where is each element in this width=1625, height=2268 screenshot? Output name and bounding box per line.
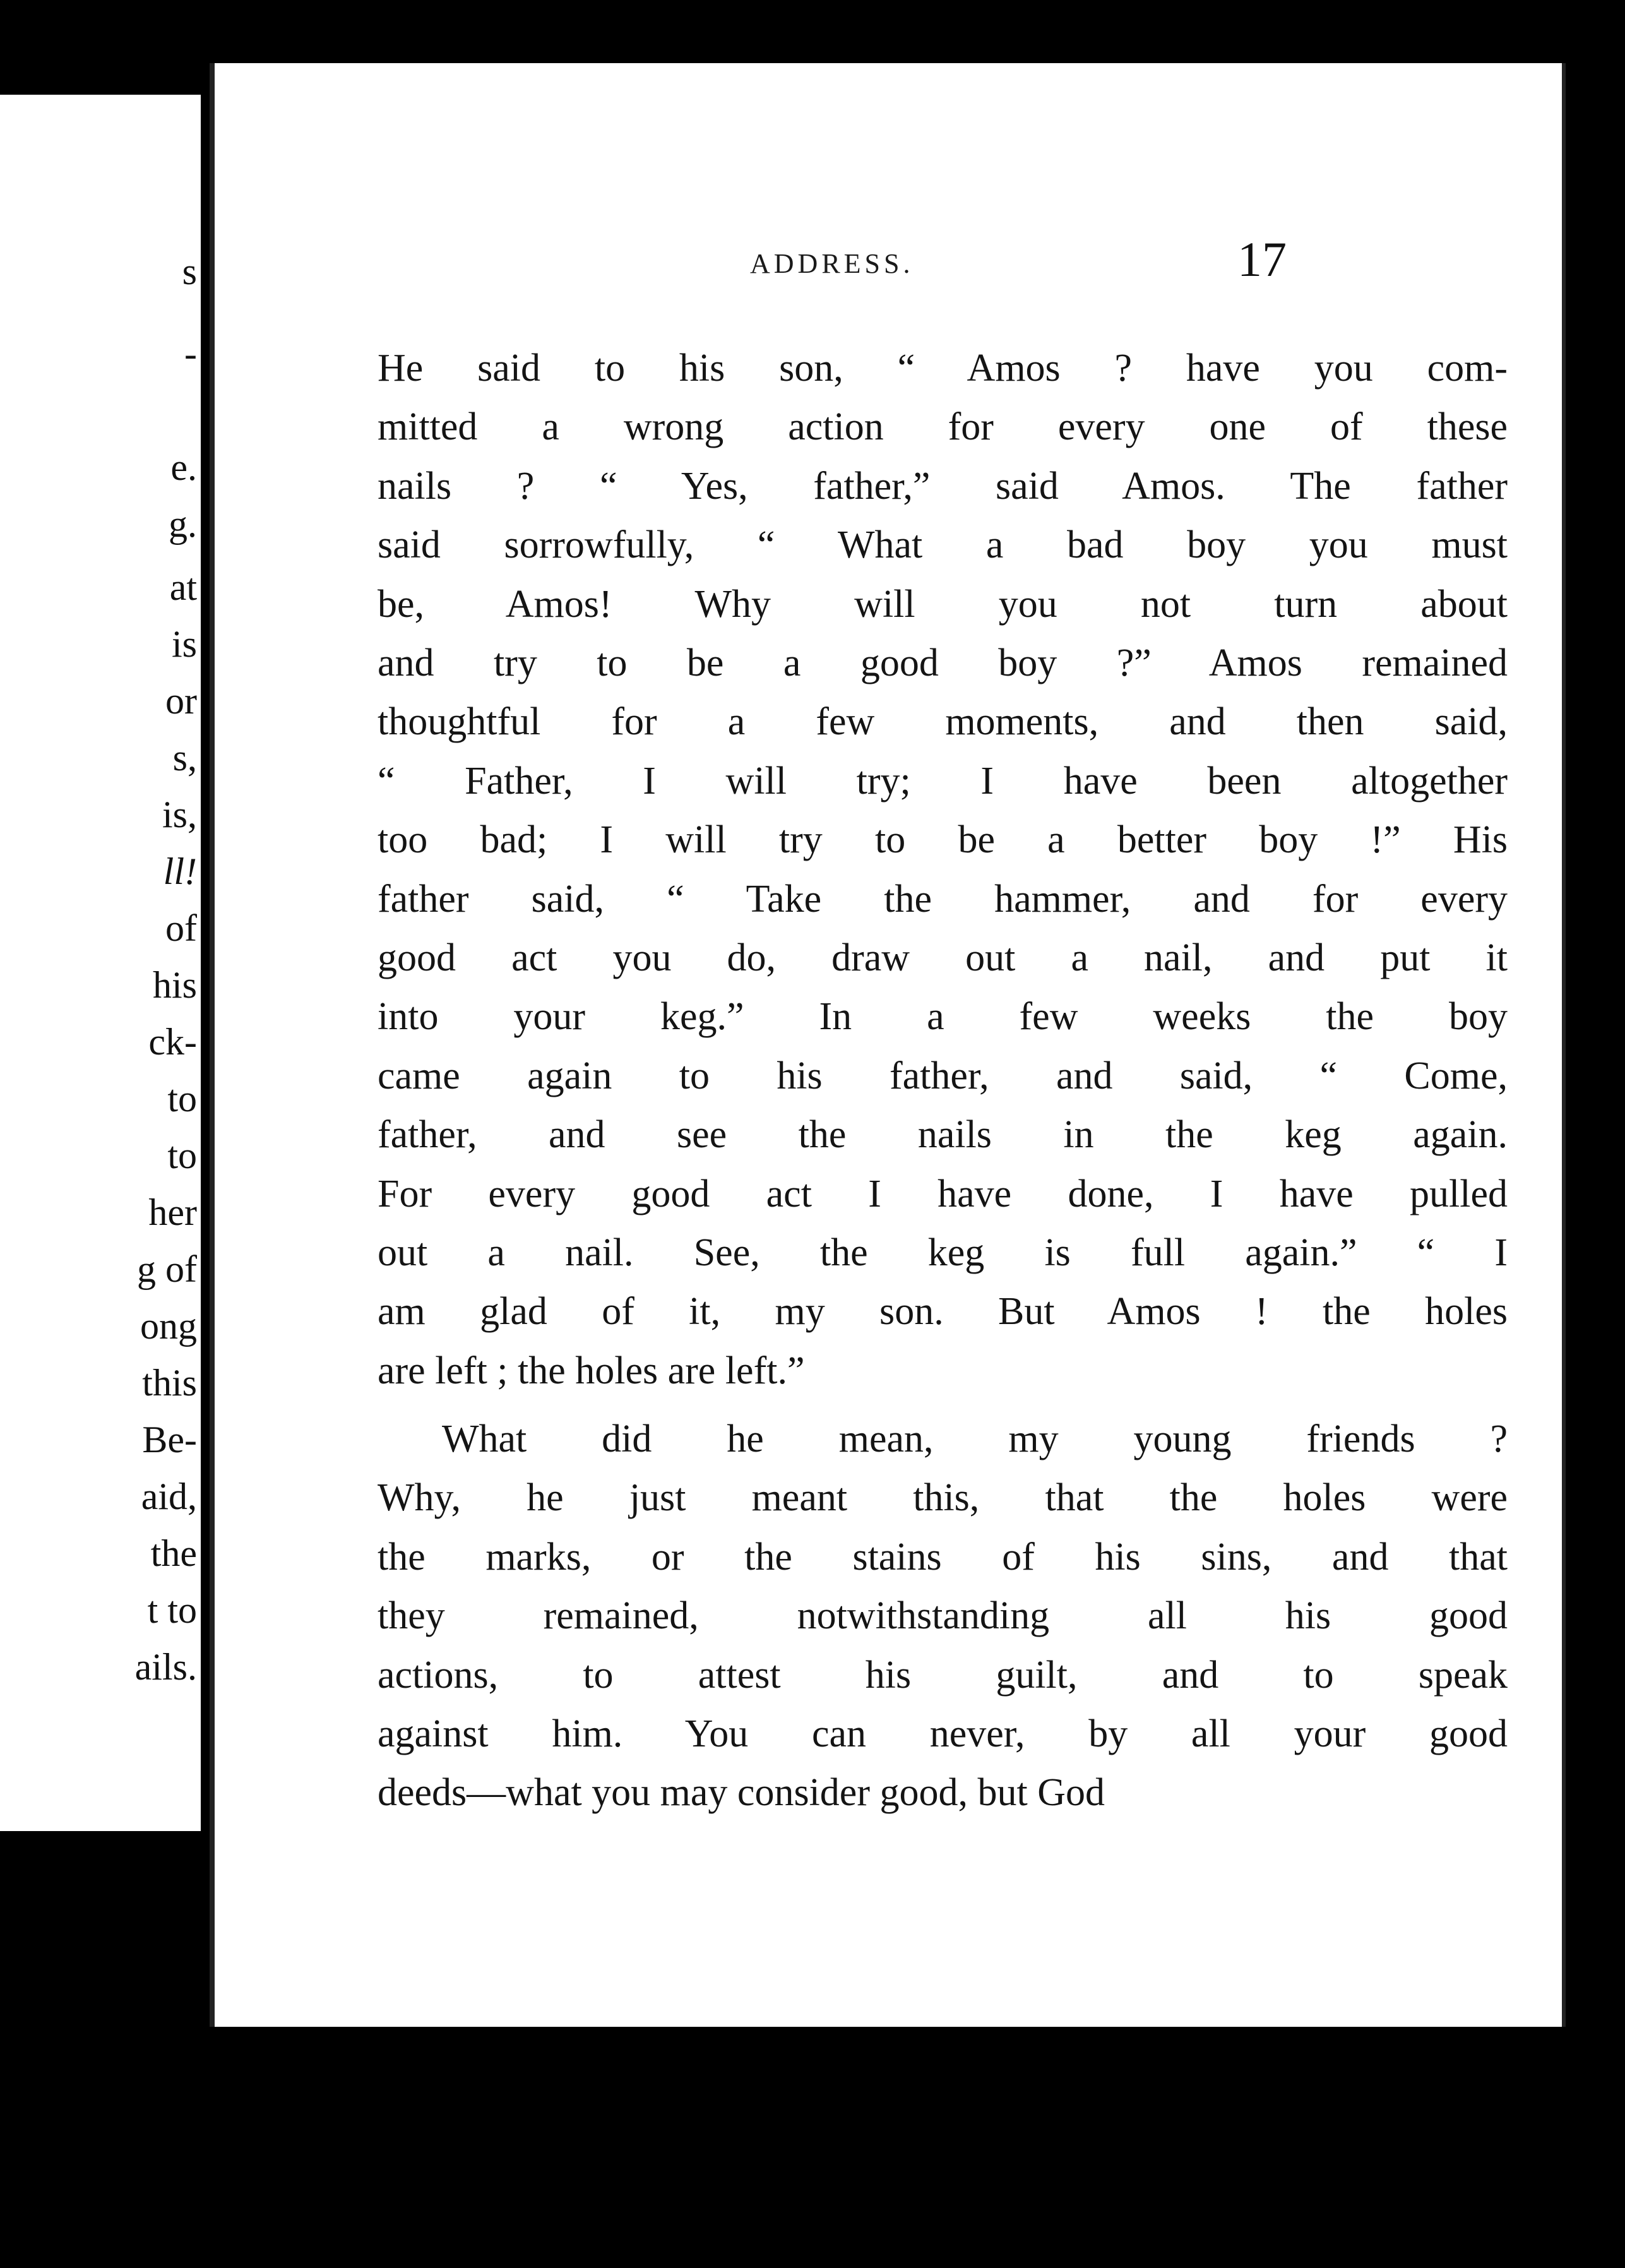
text-line: said sorrowfully, “ What a bad boy you must — [378, 523, 1508, 567]
facing-page-fragment: ck- — [148, 1021, 197, 1063]
facing-page-fragment: to — [167, 1078, 197, 1119]
text-line: out a nail. See, the keg is full again.” “ I — [378, 1231, 1508, 1274]
facing-page-fragment: of — [165, 907, 197, 949]
facing-page-fragment: s — [182, 251, 197, 292]
page-number: 17 — [1237, 232, 1287, 287]
facing-page-fragment: his — [152, 964, 197, 1006]
text-line: against him. You can never, by all your good — [378, 1712, 1508, 1755]
facing-page-fragment: t to — [147, 1589, 197, 1631]
text-line: actions, to attest his guilt, and to speak — [378, 1653, 1508, 1697]
text-line: Why, he just meant this, that the holes were — [378, 1476, 1508, 1520]
text-line: For every good act I have done, I have pulled — [378, 1172, 1508, 1215]
facing-page-fragment: or — [165, 680, 197, 722]
facing-page-fragment: s, — [172, 737, 197, 779]
text-line: He said to his son, “ Amos ? have you com- — [378, 347, 1508, 390]
text-line: too bad; I will try to be a better boy !” His — [378, 818, 1508, 862]
book-page — [210, 63, 1566, 2027]
text-line: the marks, or the stains of his sins, and that — [378, 1535, 1508, 1579]
text-line: good act you do, draw out a nail, and put it — [378, 936, 1508, 979]
facing-page-fragment: is — [171, 623, 197, 665]
facing-page-fragment: her — [148, 1191, 197, 1233]
facing-page-fragment: at — [169, 566, 197, 608]
text-line: are left ; the holes are left.” — [378, 1349, 805, 1392]
facing-page-fragment: g. — [169, 503, 197, 545]
text-line: nails ? “ Yes, father,” said Amos. The father — [378, 464, 1508, 508]
facing-page-fragment: the — [150, 1532, 197, 1574]
facing-page-fragment: to — [167, 1135, 197, 1176]
facing-page-fragment: this — [142, 1362, 197, 1404]
text-line: “ Father, I will try; I have been altogether — [378, 759, 1508, 803]
text-line: am glad of it, my son. But Amos ! the holes — [378, 1290, 1508, 1334]
facing-page-fragment: e. — [170, 446, 197, 488]
text-line: father said, “ Take the hammer, and for every — [378, 877, 1508, 921]
text-line: they remained, notwithstanding all his good — [378, 1594, 1508, 1638]
running-head: ADDRESS. — [750, 248, 914, 279]
text-line: thoughtful for a few moments, and then said, — [378, 700, 1508, 744]
text-line: and try to be a good boy ?” Amos remained — [378, 642, 1508, 684]
text-line: came again to his father, and said, “ Come, — [378, 1054, 1508, 1097]
text-line: What did he mean, my young friends ? — [442, 1418, 1508, 1460]
facing-page-fragment: is, — [162, 794, 197, 835]
text-line: into your keg.” In a few weeks the boy — [378, 995, 1508, 1039]
facing-page-fragment: Be- — [142, 1419, 197, 1460]
facing-page-fragment: g of — [137, 1248, 197, 1290]
facing-page-fragment: ll! — [163, 850, 197, 892]
text-line: be, Amos! Why will you not turn about — [378, 582, 1508, 626]
facing-page — [0, 95, 205, 1831]
facing-page-fragment: ails. — [134, 1646, 197, 1688]
text-line: mitted a wrong action for every one of these — [378, 405, 1508, 449]
facing-page-fragment: - — [184, 333, 197, 374]
facing-page-fragment: aid, — [141, 1476, 197, 1517]
facing-page-fragment: ong — [140, 1305, 197, 1347]
text-line: deeds—what you may consider good, but God — [378, 1771, 1105, 1815]
book-gutter — [201, 95, 210, 1831]
text-line: father, and see the nails in the keg again. — [378, 1113, 1508, 1157]
